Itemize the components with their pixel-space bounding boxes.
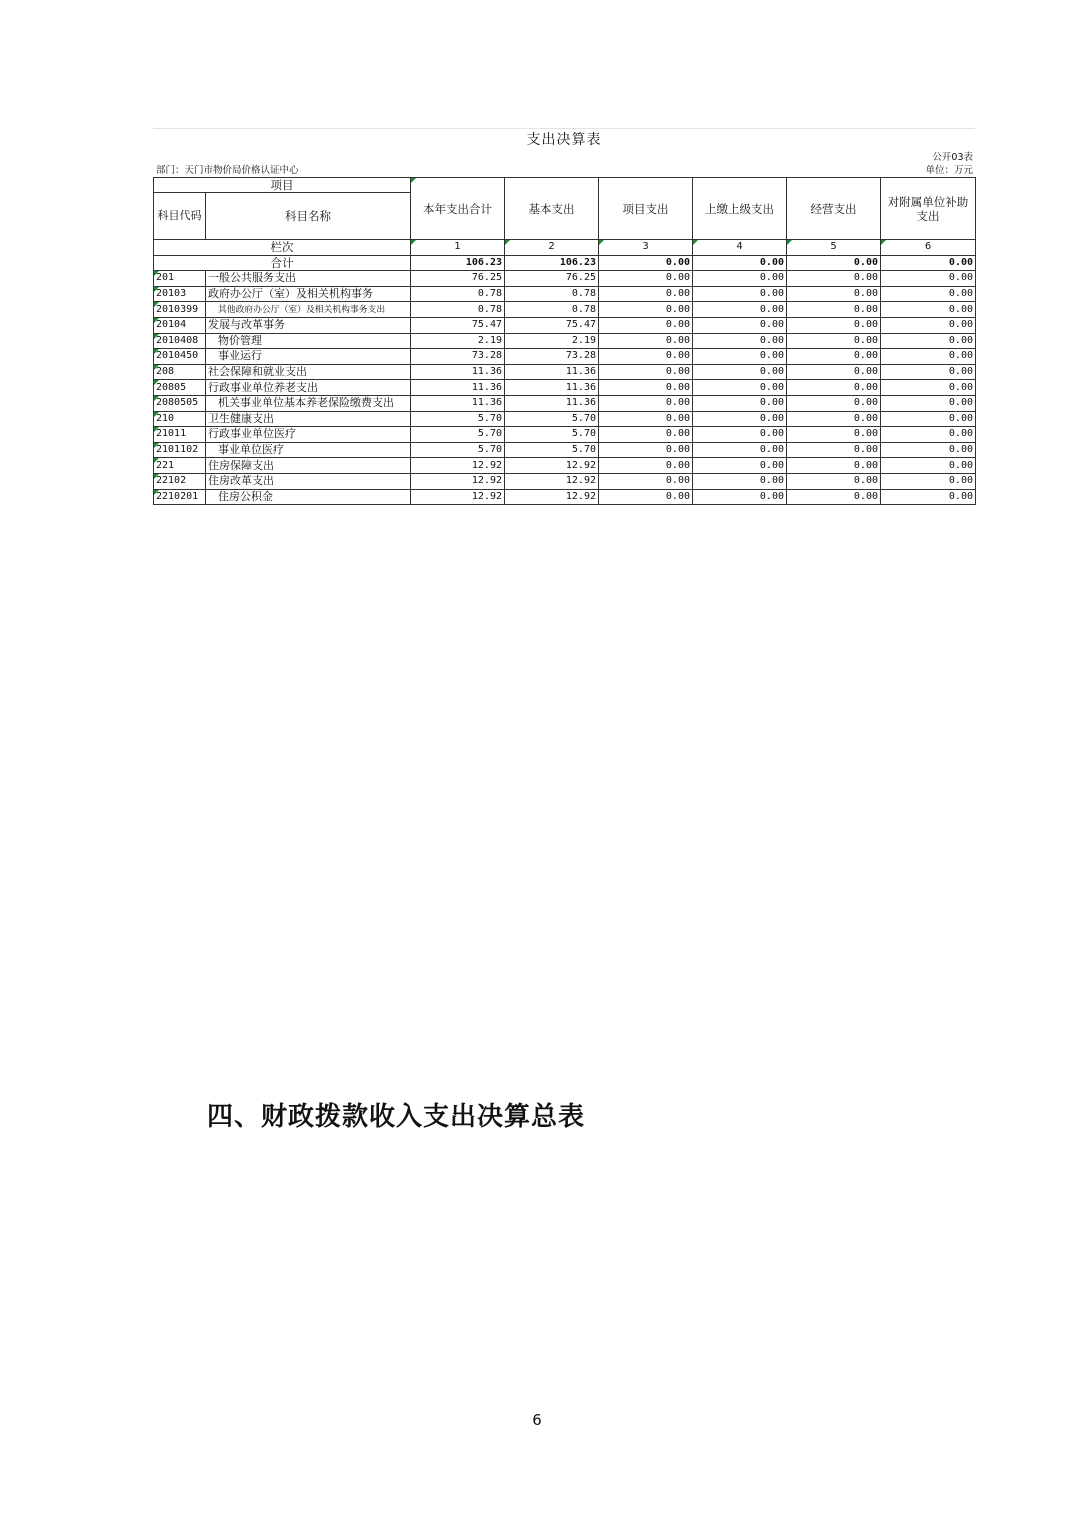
amount-cell: 0.78: [411, 286, 505, 302]
amount-cell: 0.78: [505, 286, 599, 302]
header-operating-expenditure: 经营支出: [787, 178, 881, 240]
column-index-3: 3: [599, 240, 693, 256]
header-row-project: [154, 178, 976, 193]
amount-cell: 0.00: [693, 427, 787, 443]
section-heading: 四、财政拨款收入支出决算总表: [207, 1102, 586, 1132]
subject-name: 行政事业单位养老支出: [206, 380, 411, 396]
subject-code: 20103: [154, 286, 206, 302]
subject-code: 2010399: [154, 302, 206, 318]
total-value: 106.23: [505, 255, 599, 271]
amount-cell: 5.70: [411, 411, 505, 427]
amount-cell: 0.00: [599, 302, 693, 318]
header-project-expenditure: 项目支出: [599, 178, 693, 240]
table-row: [154, 411, 976, 427]
amount-cell: 0.00: [693, 380, 787, 396]
amount-cell: 0.00: [599, 364, 693, 380]
amount-cell: 2.19: [411, 333, 505, 349]
amount-cell: 0.00: [881, 317, 976, 333]
form-number: 公开03表: [932, 152, 973, 163]
amount-cell: 0.00: [881, 395, 976, 411]
subject-name: 卫生健康支出: [206, 411, 411, 427]
amount-cell: 0.00: [787, 489, 881, 505]
subject-code: 221: [154, 458, 206, 474]
amount-cell: 0.00: [693, 286, 787, 302]
amount-cell: 0.00: [693, 458, 787, 474]
amount-cell: 0.00: [881, 364, 976, 380]
subject-code: 2101102: [154, 442, 206, 458]
column-index-1: 1: [411, 240, 505, 256]
amount-cell: 0.00: [599, 317, 693, 333]
amount-cell: 0.00: [787, 317, 881, 333]
subject-name: 政府办公厅（室）及相关机构事务: [206, 286, 411, 302]
amount-cell: 0.00: [787, 458, 881, 474]
table-row: [154, 364, 976, 380]
amount-cell: 5.70: [505, 427, 599, 443]
amount-cell: 5.70: [505, 442, 599, 458]
amount-cell: 0.00: [881, 302, 976, 318]
subject-code: 20104: [154, 317, 206, 333]
amount-cell: 0.00: [881, 286, 976, 302]
amount-cell: 5.70: [505, 411, 599, 427]
amount-cell: 0.78: [505, 302, 599, 318]
amount-cell: 0.00: [693, 302, 787, 318]
amount-cell: 0.00: [881, 333, 976, 349]
amount-cell: 0.00: [599, 395, 693, 411]
subject-name: 行政事业单位医疗: [206, 427, 411, 443]
header-subsidiary-subsidy: 对附属单位补助支出: [881, 178, 976, 240]
header-total-expenditure: 本年支出合计: [411, 178, 505, 240]
amount-cell: 0.00: [693, 442, 787, 458]
amount-cell: 12.92: [411, 458, 505, 474]
table-row: [154, 427, 976, 443]
subject-name: 物价管理: [206, 333, 411, 349]
amount-cell: 11.36: [505, 380, 599, 396]
unit-label: 单位：万元: [925, 165, 973, 176]
amount-cell: 0.00: [881, 411, 976, 427]
amount-cell: 0.00: [881, 458, 976, 474]
amount-cell: 0.00: [693, 364, 787, 380]
table-row: [154, 458, 976, 474]
subject-code: 22102: [154, 473, 206, 489]
amount-cell: 75.47: [411, 317, 505, 333]
amount-cell: 12.92: [505, 458, 599, 474]
amount-cell: 76.25: [411, 271, 505, 287]
amount-cell: 2.19: [505, 333, 599, 349]
table-row: [154, 333, 976, 349]
header-subject-code: 科目代码: [154, 193, 206, 240]
amount-cell: 11.36: [505, 395, 599, 411]
amount-cell: 0.00: [787, 442, 881, 458]
amount-cell: 0.00: [881, 427, 976, 443]
table-title: 支出决算表: [153, 128, 975, 151]
amount-cell: 0.00: [693, 489, 787, 505]
amount-cell: 0.00: [599, 489, 693, 505]
form-number-row: [153, 151, 975, 164]
subject-name: 社会保障和就业支出: [206, 364, 411, 380]
amount-cell: 0.00: [693, 317, 787, 333]
amount-cell: 0.00: [881, 489, 976, 505]
amount-cell: 0.00: [693, 349, 787, 365]
header-remit-superior: 上缴上级支出: [693, 178, 787, 240]
amount-cell: 0.00: [787, 349, 881, 365]
amount-cell: 76.25: [505, 271, 599, 287]
subject-name: 机关事业单位基本养老保险缴费支出: [206, 395, 411, 411]
amount-cell: 0.00: [693, 473, 787, 489]
amount-cell: 0.00: [881, 442, 976, 458]
amount-cell: 0.00: [693, 411, 787, 427]
table-row: [154, 395, 976, 411]
amount-cell: 0.00: [599, 380, 693, 396]
amount-cell: 0.00: [881, 380, 976, 396]
amount-cell: 0.78: [411, 302, 505, 318]
amount-cell: 0.00: [787, 286, 881, 302]
column-index-2: 2: [505, 240, 599, 256]
amount-cell: 0.00: [599, 286, 693, 302]
amount-cell: 0.00: [787, 302, 881, 318]
department-label: 部门：天门市物价局价格认证中心: [156, 165, 299, 176]
subject-name: 事业单位医疗: [206, 442, 411, 458]
amount-cell: 0.00: [599, 458, 693, 474]
amount-cell: 0.00: [599, 271, 693, 287]
subject-code: 21011: [154, 427, 206, 443]
subject-name: 住房保障支出: [206, 458, 411, 474]
total-value: 0.00: [881, 255, 976, 271]
column-index-row: [154, 240, 976, 256]
total-value: 0.00: [787, 255, 881, 271]
amount-cell: 0.00: [693, 271, 787, 287]
subject-code: 210: [154, 411, 206, 427]
amount-cell: 11.36: [411, 395, 505, 411]
table-row: [154, 271, 976, 287]
amount-cell: 0.00: [881, 271, 976, 287]
amount-cell: 0.00: [693, 333, 787, 349]
amount-cell: 11.36: [411, 364, 505, 380]
total-row: [154, 255, 976, 271]
header-basic-expenditure: 基本支出: [505, 178, 599, 240]
amount-cell: 73.28: [411, 349, 505, 365]
expenditure-table: [153, 177, 976, 505]
subject-code: 208: [154, 364, 206, 380]
total-value: 106.23: [411, 255, 505, 271]
amount-cell: 5.70: [411, 442, 505, 458]
amount-cell: 0.00: [787, 473, 881, 489]
subject-name: 住房改革支出: [206, 473, 411, 489]
amount-cell: 12.92: [411, 489, 505, 505]
header-subject-name: 科目名称: [206, 193, 411, 240]
total-value: 0.00: [599, 255, 693, 271]
table-row: [154, 286, 976, 302]
table-row: [154, 489, 976, 505]
amount-cell: 0.00: [599, 349, 693, 365]
subject-name: 一般公共服务支出: [206, 271, 411, 287]
table-row: [154, 317, 976, 333]
amount-cell: 0.00: [787, 364, 881, 380]
subject-name: 其他政府办公厅（室）及相关机构事务支出: [206, 302, 411, 318]
subject-name: 住房公积金: [206, 489, 411, 505]
column-index-5: 5: [787, 240, 881, 256]
amount-cell: 0.00: [787, 395, 881, 411]
amount-cell: 0.00: [787, 411, 881, 427]
total-label: 合计: [154, 255, 411, 271]
subject-code: 2010450: [154, 349, 206, 365]
amount-cell: 12.92: [411, 473, 505, 489]
subject-name: 事业运行: [206, 349, 411, 365]
amount-cell: 0.00: [599, 333, 693, 349]
column-index-label: 栏次: [154, 240, 411, 256]
table-row: [154, 380, 976, 396]
amount-cell: 0.00: [881, 349, 976, 365]
amount-cell: 11.36: [505, 364, 599, 380]
table-row: [154, 302, 976, 318]
table-row: [154, 442, 976, 458]
amount-cell: 0.00: [787, 427, 881, 443]
department-unit-row: [153, 164, 975, 177]
amount-cell: 0.00: [881, 473, 976, 489]
page-number: 6: [532, 1411, 542, 1429]
subject-code: 20805: [154, 380, 206, 396]
amount-cell: 75.47: [505, 317, 599, 333]
amount-cell: 0.00: [693, 395, 787, 411]
amount-cell: 0.00: [787, 333, 881, 349]
subject-code: 2080505: [154, 395, 206, 411]
header-project: 项目: [154, 178, 411, 193]
amount-cell: 0.00: [787, 380, 881, 396]
amount-cell: 11.36: [411, 380, 505, 396]
amount-cell: 73.28: [505, 349, 599, 365]
table-row: [154, 349, 976, 365]
amount-cell: 0.00: [599, 411, 693, 427]
expenditure-table-sheet: [153, 128, 975, 505]
amount-cell: 0.00: [599, 442, 693, 458]
amount-cell: 0.00: [599, 473, 693, 489]
subject-code: 2010408: [154, 333, 206, 349]
amount-cell: 0.00: [599, 427, 693, 443]
total-value: 0.00: [693, 255, 787, 271]
amount-cell: 5.70: [411, 427, 505, 443]
amount-cell: 0.00: [787, 271, 881, 287]
subject-code: 2210201: [154, 489, 206, 505]
amount-cell: 12.92: [505, 473, 599, 489]
subject-name: 发展与改革事务: [206, 317, 411, 333]
column-index-4: 4: [693, 240, 787, 256]
column-index-6: 6: [881, 240, 976, 256]
subject-code: 201: [154, 271, 206, 287]
amount-cell: 12.92: [505, 489, 599, 505]
table-row: [154, 473, 976, 489]
